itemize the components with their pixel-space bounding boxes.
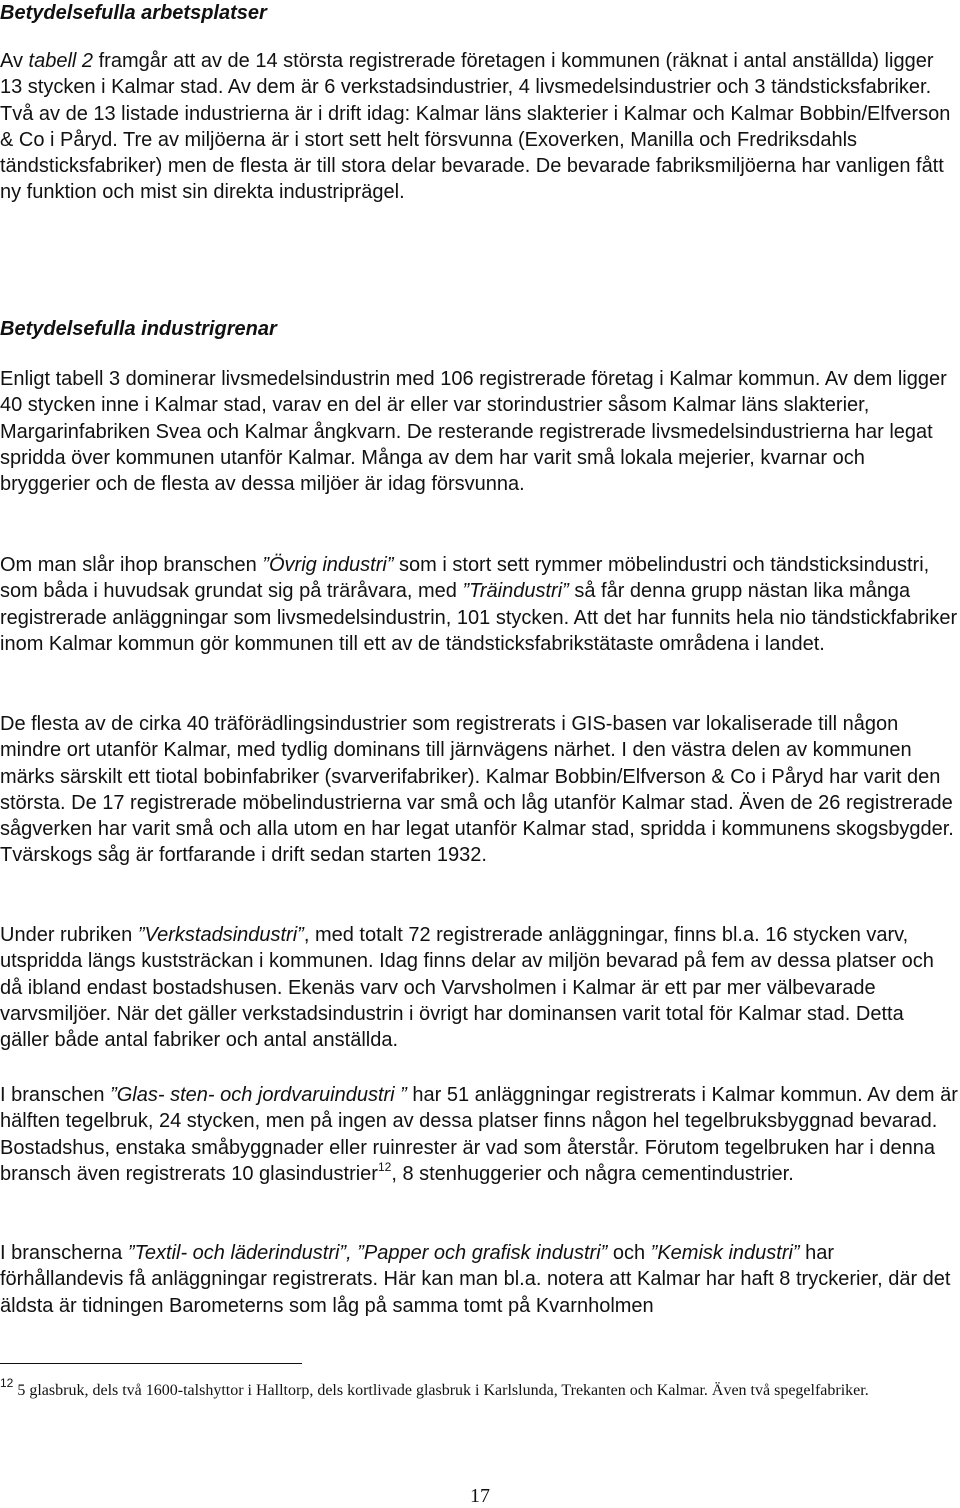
footnote-marker: 12 [0, 1376, 14, 1390]
paragraph: Enligt tabell 3 dominerar livsmedelsindustrin med 106 registrerade företag i Kalmar kommun. Av dem ligger 40 stycken inne i Kalmar stad, varav en del är eller var storindustrier såsom Kalmar läns slakterier, Margarinfabriken Svea och Kalmar ångkvarn. De resterande registrerade livsmedelsindustrierna har legat spridda över kommunen utanför Kalmar. Många av dem har varit små lokala mejerier, kvarnar och bryggerier och de flesta av dessa miljöer är idag försvunna. [0, 368, 947, 496]
paragraph-text: som i stort sett rymmer möbelindustri och tändsticksindustri, som båda i huvudsak grundat sig på träråvara, med [0, 554, 930, 603]
footnote-reference: 12 [377, 1159, 392, 1174]
paragraph-text: Under rubriken [0, 924, 138, 946]
paragraph-text: I branschen [0, 1084, 111, 1106]
branch-name: ”Övrig industri” [262, 554, 394, 576]
paragraph-text: så får denna grupp nästan lika många registrerade anläggningar som livsmedelsindustrin, 101 stycken. Att det har funnits hela nio tändstickfabriker inom Kalmar kommun gör kommunen till ett av de tändsticksfabrikstätaste områdena i landet. [0, 580, 958, 655]
paragraph-text: har förhållandevis få anläggningar registrerats. Här kan man bl.a. notera att Kalmar har haft 8 tryckerier, där det äldsta är tidningen Barometerns som låg på samma tomt på Kvarnholmen [0, 1242, 951, 1317]
section-heading-arbetsplatser: Betydelsefulla arbetsplatser [0, 2, 267, 24]
branch-name: ”Träindustri” [462, 580, 569, 603]
paragraph-text: framgår att av de 14 största registrerade företagen i kommunen (räknat i antal anställda) ligger 13 stycken i Kalmar stad. Av dem är 6 verkstadsindustrier, 4 livsmedelsindustrier och 3 tändsticksfabriker. Två av de 13 listade industrierna är i drift idag: Kalmar läns slakterier i Kalmar och Kalmar Bobbin/Elfverson & Co i Påryd. Tre av miljöerna är i stort sett helt försvunna (Exoverken, Manilla och Fredriksdahls tändsticksfabriker) men de flesta är till stora delar bevarade. De bevarade fabriksmiljöerna har vanligen fått ny funktion och mist sin direkta industriprägel. [0, 50, 951, 204]
paragraph [0, 48, 958, 206]
table-reference: tabell 2 [28, 50, 94, 72]
paragraph [0, 552, 958, 657]
paragraph-text: Av [0, 50, 29, 72]
page-number: 17 [470, 1485, 490, 1507]
paragraph [0, 1240, 958, 1319]
branch-name: ”Textil- och läderindustri”, ”Papper och grafisk industri” [127, 1242, 608, 1264]
footnote-text: 5 glasbruk, dels två 1600-talshyttor i Halltorp, dels kortlivade glasbruk i Karlslunda, Trekanten och Kalmar. Även två spegelfabriker. [13, 1382, 869, 1399]
paragraph [0, 1082, 958, 1187]
paragraph [0, 922, 958, 1053]
paragraph-text: Om man slår ihop branschen [0, 554, 263, 576]
paragraph-text: har 51 anläggningar registrerats i Kalmar kommun. Av dem är hälften tegelbruk, 24 stycken, men på ingen av dessa platser finns någon hel tegelbruksbyggnad bevarad. Bostadshus, enstaka småbyggnader eller ruinrester är vad som återstår. Förutom tegelbruken har i denna bransch även registrerats 10 glasindustrier [0, 1084, 958, 1185]
branch-name: ”Glas- sten- och jordvaruindustri ” [110, 1084, 407, 1106]
footnote-divider [0, 1363, 302, 1364]
footnote [0, 1378, 958, 1404]
paragraph-text: , 8 stenhuggerier och några cementindustrier. [391, 1162, 794, 1185]
branch-name: ”Kemisk industri” [650, 1242, 800, 1264]
branch-name: ”Verkstadsindustri” [137, 924, 304, 946]
paragraph-text: och [607, 1242, 651, 1264]
paragraph-text: , med totalt 72 registrerade anläggningar, finns bl.a. 16 stycken varv, utspridda längs kuststräckan i kommunen. Idag finns delar av miljön bevarad på fem av dessa platser och då ibland endast bostadshusen. Ekenäs varv och Varvsholmen i Kalmar är ett par mer välbevarade varvsmiljöer. När det gäller verkstadsindustrin i övrigt har dominansen varit total för Kalmar stad. Detta gäller både antal fabriker och antal anställda. [0, 924, 934, 1052]
section-heading-industrigrenar: Betydelsefulla industrigrenar [0, 318, 277, 340]
paragraph-text: I branscherna [0, 1242, 128, 1264]
paragraph: De flesta av de cirka 40 träförädlingsindustrier som registrerats i GIS-basen var lokaliserade till någon mindre ort utanför Kalmar, med tydlig dominans till järnvägens närhet. I den västra delen av kommunen märks särskilt ett tiotal bobinfabriker (svarverifabriker). Kalmar Bobbin/Elfverson & Co i Påryd har varit den största. De 17 registrerade möbelindustrierna var små och låg utanför Kalmar stad. Även de 26 registrerade sågverken har varit små och alla utom en har legat utanför Kalmar stad, spridda i kommunens skogsbygder. Tvärskogs såg är fortfarande i drift sedan starten 1932. [0, 713, 954, 867]
